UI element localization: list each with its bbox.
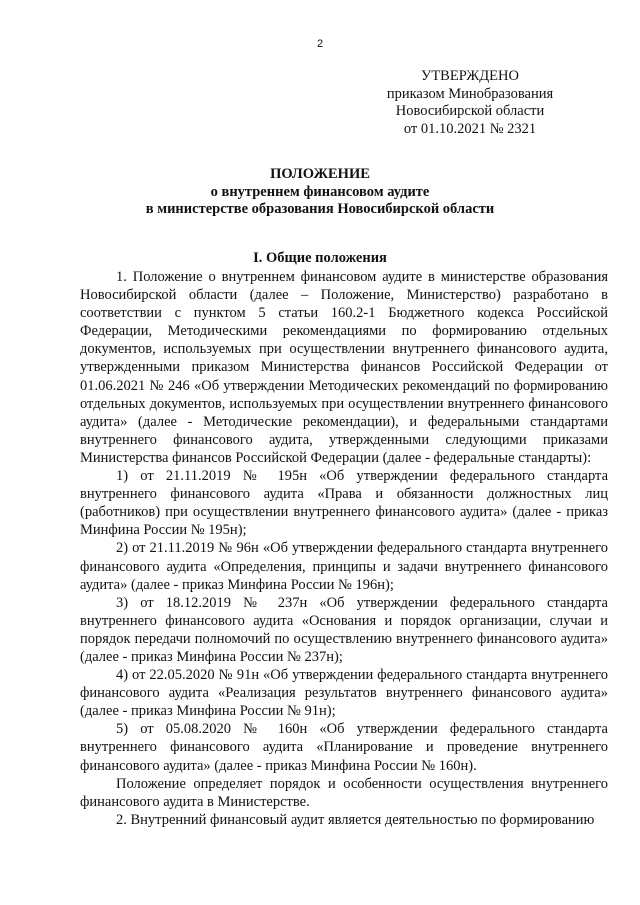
paragraph: 2. Внутренний финансовый аудит является деятельностью по формированию: [116, 811, 595, 828]
paragraph: 1. Положение о внутреннем финансовом аудите в министерстве образования Новосибирской области (далее – Положение, Министерство) разработано в соответствии с пунктом 5 статьи 160.2-1 Бюджетного кодекса Российской Федерации, Методическими рекомендациями по формированию отдельных документов, используемых при осуществлении внутреннего финансового аудита, утвержденными приказом Министерства финансов Российской Федерации от 01.06.2021 № 246 «Об утверждении Методических рекомендаций по формированию отдельных документов, используемых при осуществлении внутреннего финансового аудита» (далее - Методические рекомендации), и федеральными стандартами внутреннего финансового аудита, утвержденными следующими приказами Министерства финансов Российской Федерации (далее - федеральные стандарты):: [80, 269, 608, 466]
paragraph: 1) от 21.11.2019 № 195н «Об утверждении федерального стандарта внутреннего финансового аудита «Права и обязанности должностных лиц (работников) при осуществлении внутреннего финансового аудита» (далее - приказ Минфина России № 195н);: [80, 468, 608, 539]
approval-stamp: [370, 68, 570, 138]
document-title: [0, 166, 640, 219]
paragraph: 2) от 21.11.2019 № 96н «Об утверждении федерального стандарта внутреннего финансового аудита «Определения, принципы и задачи внутреннего финансового аудита» (далее - приказ Минфина России № 196н);: [80, 540, 608, 593]
approval-line-4: от 01.10.2021 № 2321: [403, 120, 537, 137]
page-number: 2: [316, 38, 324, 50]
approval-line-2: приказом Минобразования: [386, 85, 554, 102]
title-line-2: о внутреннем финансовом аудите: [210, 183, 430, 200]
paragraph: 5) от 05.08.2020 № 160н «Об утверждении федерального стандарта внутреннего финансового аудита «Планирование и проведение внутреннего финансового аудита» (далее - приказ Минфина России № 160н).: [80, 721, 608, 774]
title-line-3: в министерстве образования Новосибирской области: [145, 201, 495, 217]
paragraph: 4) от 22.05.2020 № 91н «Об утверждении федерального стандарта внутреннего финансового аудита «Реализация результатов внутреннего финансового аудита» (далее - приказ Минфина России № 91н);: [80, 667, 608, 720]
title-line-1: ПОЛОЖЕНИЕ: [270, 166, 370, 182]
body-text: [80, 268, 608, 829]
approval-line-3: Новосибирской области: [395, 103, 545, 119]
section-heading: I. Общие положения: [253, 250, 387, 266]
approval-line-1: УТВЕРЖДЕНО: [421, 68, 519, 84]
paragraph: 3) от 18.12.2019 № 237н «Об утверждении федерального стандарта внутреннего финансового аудита «Основания и порядок организации, случаи и порядок передачи полномочий по осуществлению внутреннего финансового аудита» (далее - приказ Минфина России № 237н);: [80, 594, 608, 665]
paragraph: Положение определяет порядок и особенности осуществления внутреннего финансового аудита в Министерстве.: [80, 775, 608, 810]
